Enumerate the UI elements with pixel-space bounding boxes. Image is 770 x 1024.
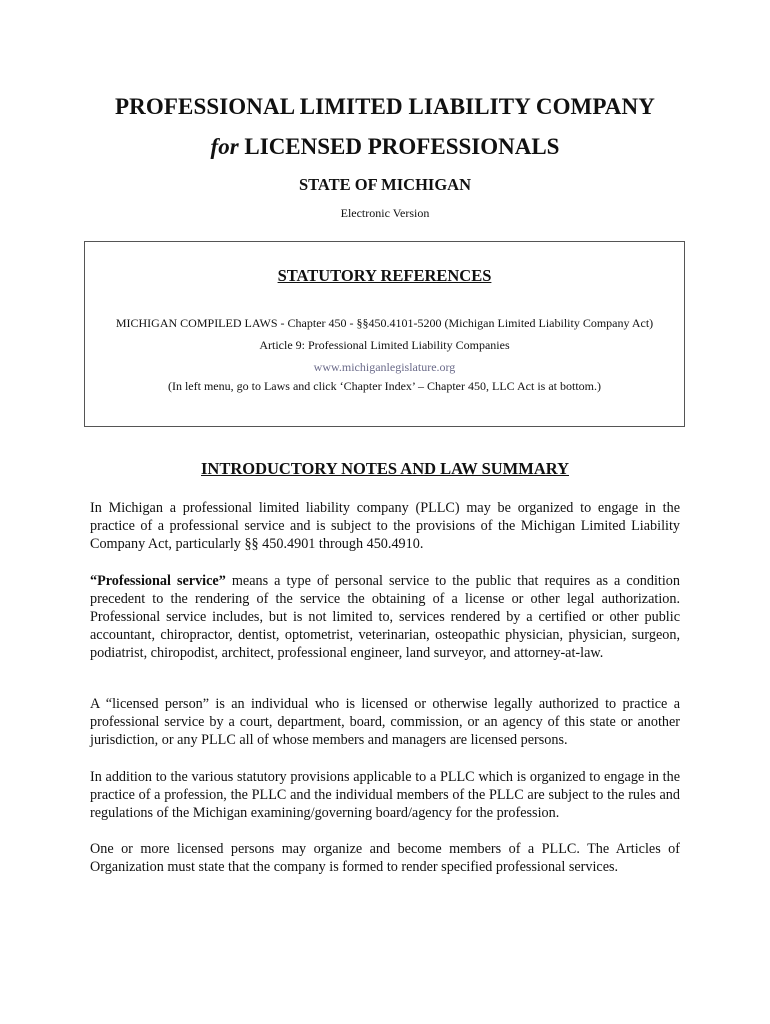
paragraph-organization: One or more licensed persons may organize and become members of a PLLC. The Articles of Organization must state that the company is formed to render specified professional services. <box>90 841 680 875</box>
paragraph-pllc-overview: In Michigan a professional limited liability company (PLLC) may be organized to engage in the practice of a professional service and is subject to the provisions of the Michigan Limited Liability Company Act, particularly §§ 450.4901 through 450.4910. <box>90 500 680 552</box>
professional-service-term: “Professional service” <box>90 573 226 589</box>
edition-label: Electronic Version <box>340 206 430 220</box>
legislature-link[interactable]: www.michiganlegislature.org <box>313 360 456 374</box>
paragraph-professional-service <box>90 572 680 662</box>
statutory-references-box <box>84 241 685 427</box>
paragraph-regulations: In addition to the various statutory provisions applicable to a PLLC which is organized to engage in the practice of a profession, the PLLC and the individual members of the PLLC are subject to the rules and regulations of the Michigan examining/governing board/agency for the profession. <box>90 769 680 821</box>
document-title: PROFESSIONAL LIMITED LIABILITY COMPANY <box>115 94 655 119</box>
document-subtitle <box>0 134 770 160</box>
compiled-laws-line: MICHIGAN COMPILED LAWS - Chapter 450 - §§450.4101-5200 (Michigan Limited Liability Company Act) <box>115 316 654 330</box>
paragraph-licensed-person: A “licensed person” is an individual who is licensed or otherwise legally authorized to practice a professional service by a court, department, board, commission, or an agency of this state or another jurisdiction, or any PLLC all of whose members and managers are licensed persons. <box>90 696 680 748</box>
statutory-references-heading: STATUTORY REFERENCES <box>277 266 492 285</box>
subtitle-rest: LICENSED PROFESSIONALS <box>238 134 560 159</box>
article-line: Article 9: Professional Limited Liability Companies <box>259 338 510 352</box>
subtitle-for: for <box>210 134 239 159</box>
professional-service-definition: means a type of personal service to the public that requires as a condition precedent to the rendering of the service the obtaining of a license or other legal authorization. Professional service includes, but is not limited to, services rendered by a certified or other public accountant, chiropractor, dentist, optometrist, veterinarian, osteopathic physician, physician, surgeon, podiatrist, chiropodist, architect, professional engineer, land surveyor, and attorney-at-law. <box>90 573 680 661</box>
navigation-instructions: (In left menu, go to Laws and click ‘Chapter Index’ – Chapter 450, LLC Act is at bottom.) <box>167 379 601 393</box>
state-heading: STATE OF MICHIGAN <box>298 175 472 194</box>
intro-heading: INTRODUCTORY NOTES AND LAW SUMMARY <box>201 459 569 478</box>
